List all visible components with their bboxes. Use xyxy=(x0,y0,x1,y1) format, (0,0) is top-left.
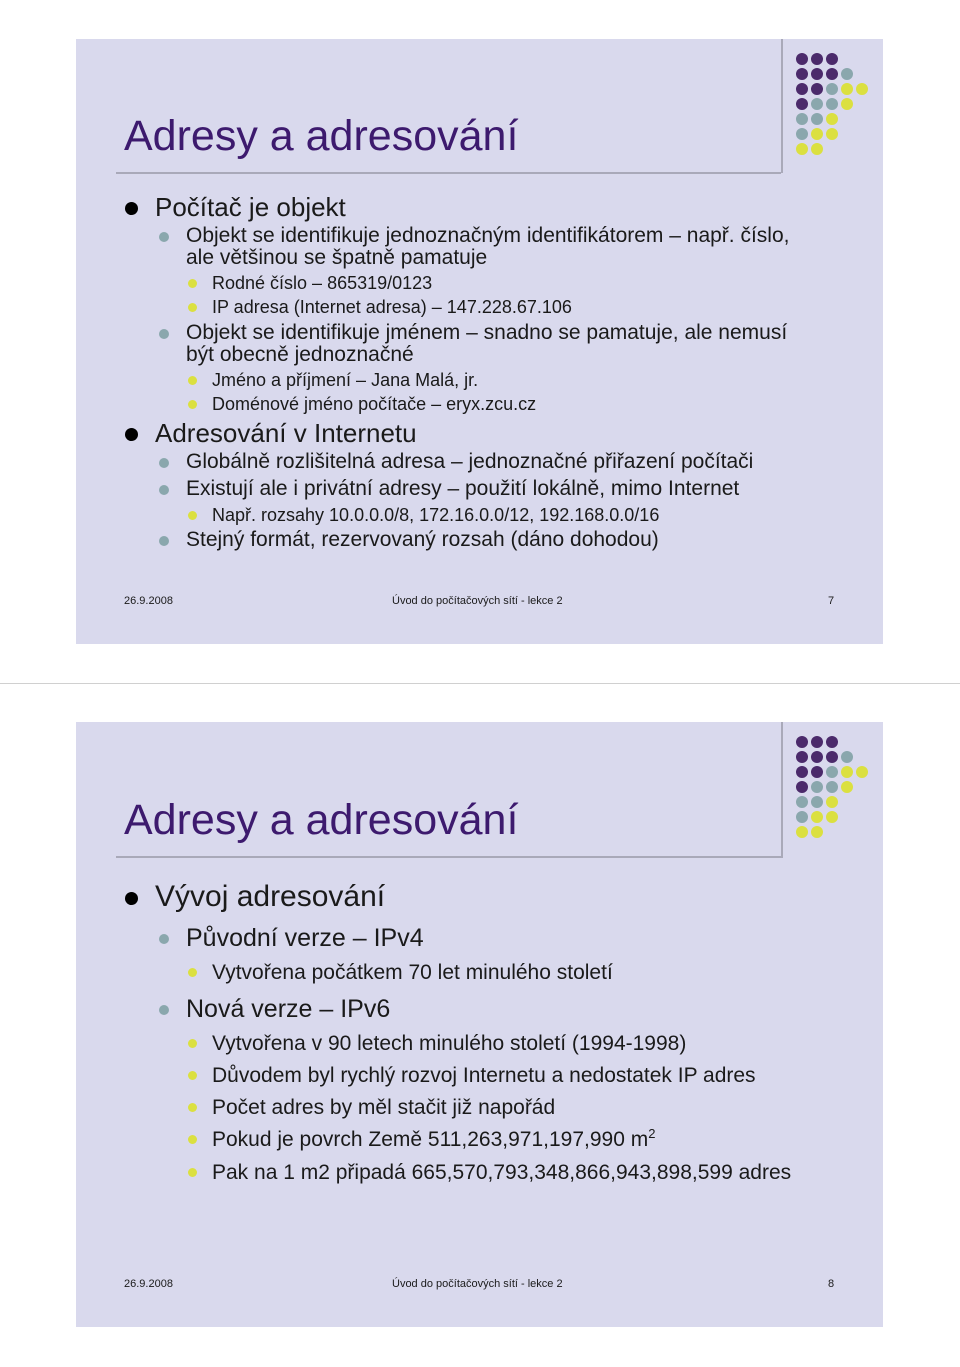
decorative-dot xyxy=(826,811,838,823)
bullet-icon xyxy=(159,1005,169,1015)
bullet-item xyxy=(212,960,613,985)
decorative-dot xyxy=(826,113,838,125)
decorative-dot xyxy=(811,736,823,748)
decorative-dot xyxy=(826,736,838,748)
bullet-icon xyxy=(188,400,197,409)
decorative-dot xyxy=(796,736,808,748)
bullet-item xyxy=(212,1063,756,1088)
bullet-icon xyxy=(188,1168,197,1177)
footer-page-number: 7 xyxy=(828,595,835,607)
bullet-text: Rodné číslo – 865319/0123 xyxy=(212,273,433,293)
bullet-item xyxy=(186,924,424,952)
bullet-item xyxy=(212,1031,686,1056)
decorative-dot xyxy=(796,128,808,140)
footer-page-number: 8 xyxy=(828,1278,835,1290)
bullet-icon xyxy=(159,458,169,468)
bullet-item xyxy=(155,880,385,914)
bullet-item xyxy=(186,322,787,366)
slide-title: Adresy a adresování xyxy=(124,796,519,844)
decorative-dot xyxy=(811,68,823,80)
bullet-text: Počítač je objekt xyxy=(155,192,346,222)
bullet-item xyxy=(155,418,417,448)
bullet-text: Počet adres by měl stačit již napořád xyxy=(212,1096,556,1119)
bullet-item xyxy=(212,272,432,294)
decorative-dot xyxy=(826,128,838,140)
bullet-icon xyxy=(188,1135,197,1144)
footer-course: Úvod do počítačových sítí - lekce 2 xyxy=(392,1278,563,1290)
decorative-dot xyxy=(796,766,808,778)
decorative-dot xyxy=(826,766,838,778)
bullet-text-continued: ale většinou se špatně pamatuje xyxy=(186,246,488,269)
slide-8 xyxy=(76,722,883,1327)
decorative-dot xyxy=(841,98,853,110)
bullet-text: Objekt se identifikuje jednoznačným identifikátorem – např. číslo, xyxy=(186,224,790,247)
decorative-dot xyxy=(811,796,823,808)
bullet-icon xyxy=(188,1039,197,1048)
decorative-dot xyxy=(796,811,808,823)
decorative-dot xyxy=(796,98,808,110)
decorative-dot xyxy=(811,751,823,763)
bullet-text xyxy=(212,1127,655,1152)
footer-date: 26.9.2008 xyxy=(124,595,173,607)
bullet-text: Vývoj adresování xyxy=(155,880,386,913)
title-horizontal-rule xyxy=(116,172,781,174)
bullet-item xyxy=(186,995,390,1023)
bullet-item xyxy=(186,225,789,269)
bullet-text: Např. rozsahy 10.0.0.0/8, 172.16.0.0/12, 192.168.0.0/16 xyxy=(212,505,660,525)
bullet-text: Adresování v Internetu xyxy=(155,418,417,448)
title-vertical-rule xyxy=(781,722,783,858)
decorative-dot xyxy=(796,53,808,65)
decorative-dot xyxy=(826,53,838,65)
bullet-text: Stejný formát, rezervovaný rozsah (dáno dohodou) xyxy=(186,528,659,551)
decorative-dot xyxy=(826,83,838,95)
bullet-item xyxy=(212,1160,791,1185)
slide-7 xyxy=(76,39,883,644)
decorative-dot xyxy=(826,68,838,80)
bullet-text: Vytvořena počátkem 70 let minulého století xyxy=(212,961,613,984)
page-separator xyxy=(0,683,960,684)
bullet-item xyxy=(212,369,478,391)
bullet-text: Globálně rozlišitelná adresa – jednoznačné přiřazení počítači xyxy=(186,450,754,473)
decorative-dot-grid-icon xyxy=(792,734,872,838)
bullet-text-continued: být obecně jednoznačné xyxy=(186,343,414,366)
decorative-dot xyxy=(856,766,868,778)
title-horizontal-rule xyxy=(116,856,781,858)
bullet-item xyxy=(155,192,346,222)
bullet-text: Existují ale i privátní adresy – použití lokálně, mimo Internet xyxy=(186,477,740,500)
bullet-icon xyxy=(159,329,169,339)
bullet-icon xyxy=(188,376,197,385)
bullet-text: Jméno a příjmení – Jana Malá, jr. xyxy=(212,370,479,390)
bullet-item xyxy=(212,296,572,318)
bullet-icon xyxy=(188,968,197,977)
decorative-dot xyxy=(841,781,853,793)
decorative-dot xyxy=(826,796,838,808)
slide-title: Adresy a adresování xyxy=(124,112,519,160)
decorative-dot xyxy=(811,143,823,155)
bullet-icon xyxy=(188,511,197,520)
decorative-dot xyxy=(811,826,823,838)
superscript: 2 xyxy=(648,1126,656,1141)
decorative-dot xyxy=(841,751,853,763)
decorative-dot xyxy=(796,143,808,155)
bullet-text: Doménové jméno počítače – eryx.zcu.cz xyxy=(212,394,537,414)
bullet-icon xyxy=(188,1071,197,1080)
bullet-text: Původní verze – IPv4 xyxy=(186,924,424,952)
decorative-dot xyxy=(811,83,823,95)
bullet-item xyxy=(212,1127,655,1152)
bullet-icon xyxy=(125,428,138,441)
footer-course: Úvod do počítačových sítí - lekce 2 xyxy=(392,595,563,607)
bullet-text: Pak na 1 m2 připadá 665,570,793,348,866,943,898,599 adres xyxy=(212,1161,792,1184)
bullet-text: IP adresa (Internet adresa) – 147.228.67.106 xyxy=(212,297,572,317)
decorative-dot xyxy=(796,826,808,838)
bullet-item xyxy=(212,1095,555,1120)
decorative-dot xyxy=(841,68,853,80)
bullet-item xyxy=(186,529,659,551)
bullet-icon xyxy=(188,1103,197,1112)
decorative-dot xyxy=(796,751,808,763)
bullet-icon xyxy=(125,202,138,215)
bullet-item xyxy=(186,451,753,473)
bullet-item xyxy=(212,393,536,415)
decorative-dot xyxy=(826,98,838,110)
bullet-text-main: Pokud je povrch Země 511,263,971,197,990 m xyxy=(212,1128,649,1151)
decorative-dot xyxy=(796,796,808,808)
decorative-dot xyxy=(826,781,838,793)
decorative-dot xyxy=(841,766,853,778)
bullet-item xyxy=(186,478,739,500)
bullet-text: Objekt se identifikuje jménem – snadno se pamatuje, ale nemusí xyxy=(186,321,788,344)
bullet-text: Nová verze – IPv6 xyxy=(186,995,391,1023)
bullet-icon xyxy=(188,279,197,288)
decorative-dot-grid-icon xyxy=(792,51,872,155)
bullet-icon xyxy=(159,232,169,242)
decorative-dot xyxy=(796,68,808,80)
decorative-dot xyxy=(811,766,823,778)
bullet-icon xyxy=(159,934,169,944)
footer-date: 26.9.2008 xyxy=(124,1278,173,1290)
title-vertical-rule xyxy=(781,39,783,173)
decorative-dot xyxy=(811,781,823,793)
bullet-icon xyxy=(159,536,169,546)
bullet-icon xyxy=(125,892,138,905)
bullet-icon xyxy=(159,485,169,495)
decorative-dot xyxy=(811,113,823,125)
bullet-icon xyxy=(188,303,197,312)
bullet-text: Vytvořena v 90 letech minulého století (1994-1998) xyxy=(212,1032,687,1055)
decorative-dot xyxy=(856,83,868,95)
decorative-dot xyxy=(811,98,823,110)
decorative-dot xyxy=(841,83,853,95)
decorative-dot xyxy=(826,751,838,763)
decorative-dot xyxy=(796,83,808,95)
decorative-dot xyxy=(811,811,823,823)
decorative-dot xyxy=(811,53,823,65)
decorative-dot xyxy=(811,128,823,140)
bullet-item xyxy=(212,504,659,526)
bullet-text: Důvodem byl rychlý rozvoj Internetu a nedostatek IP adres xyxy=(212,1064,756,1087)
decorative-dot xyxy=(796,781,808,793)
decorative-dot xyxy=(796,113,808,125)
